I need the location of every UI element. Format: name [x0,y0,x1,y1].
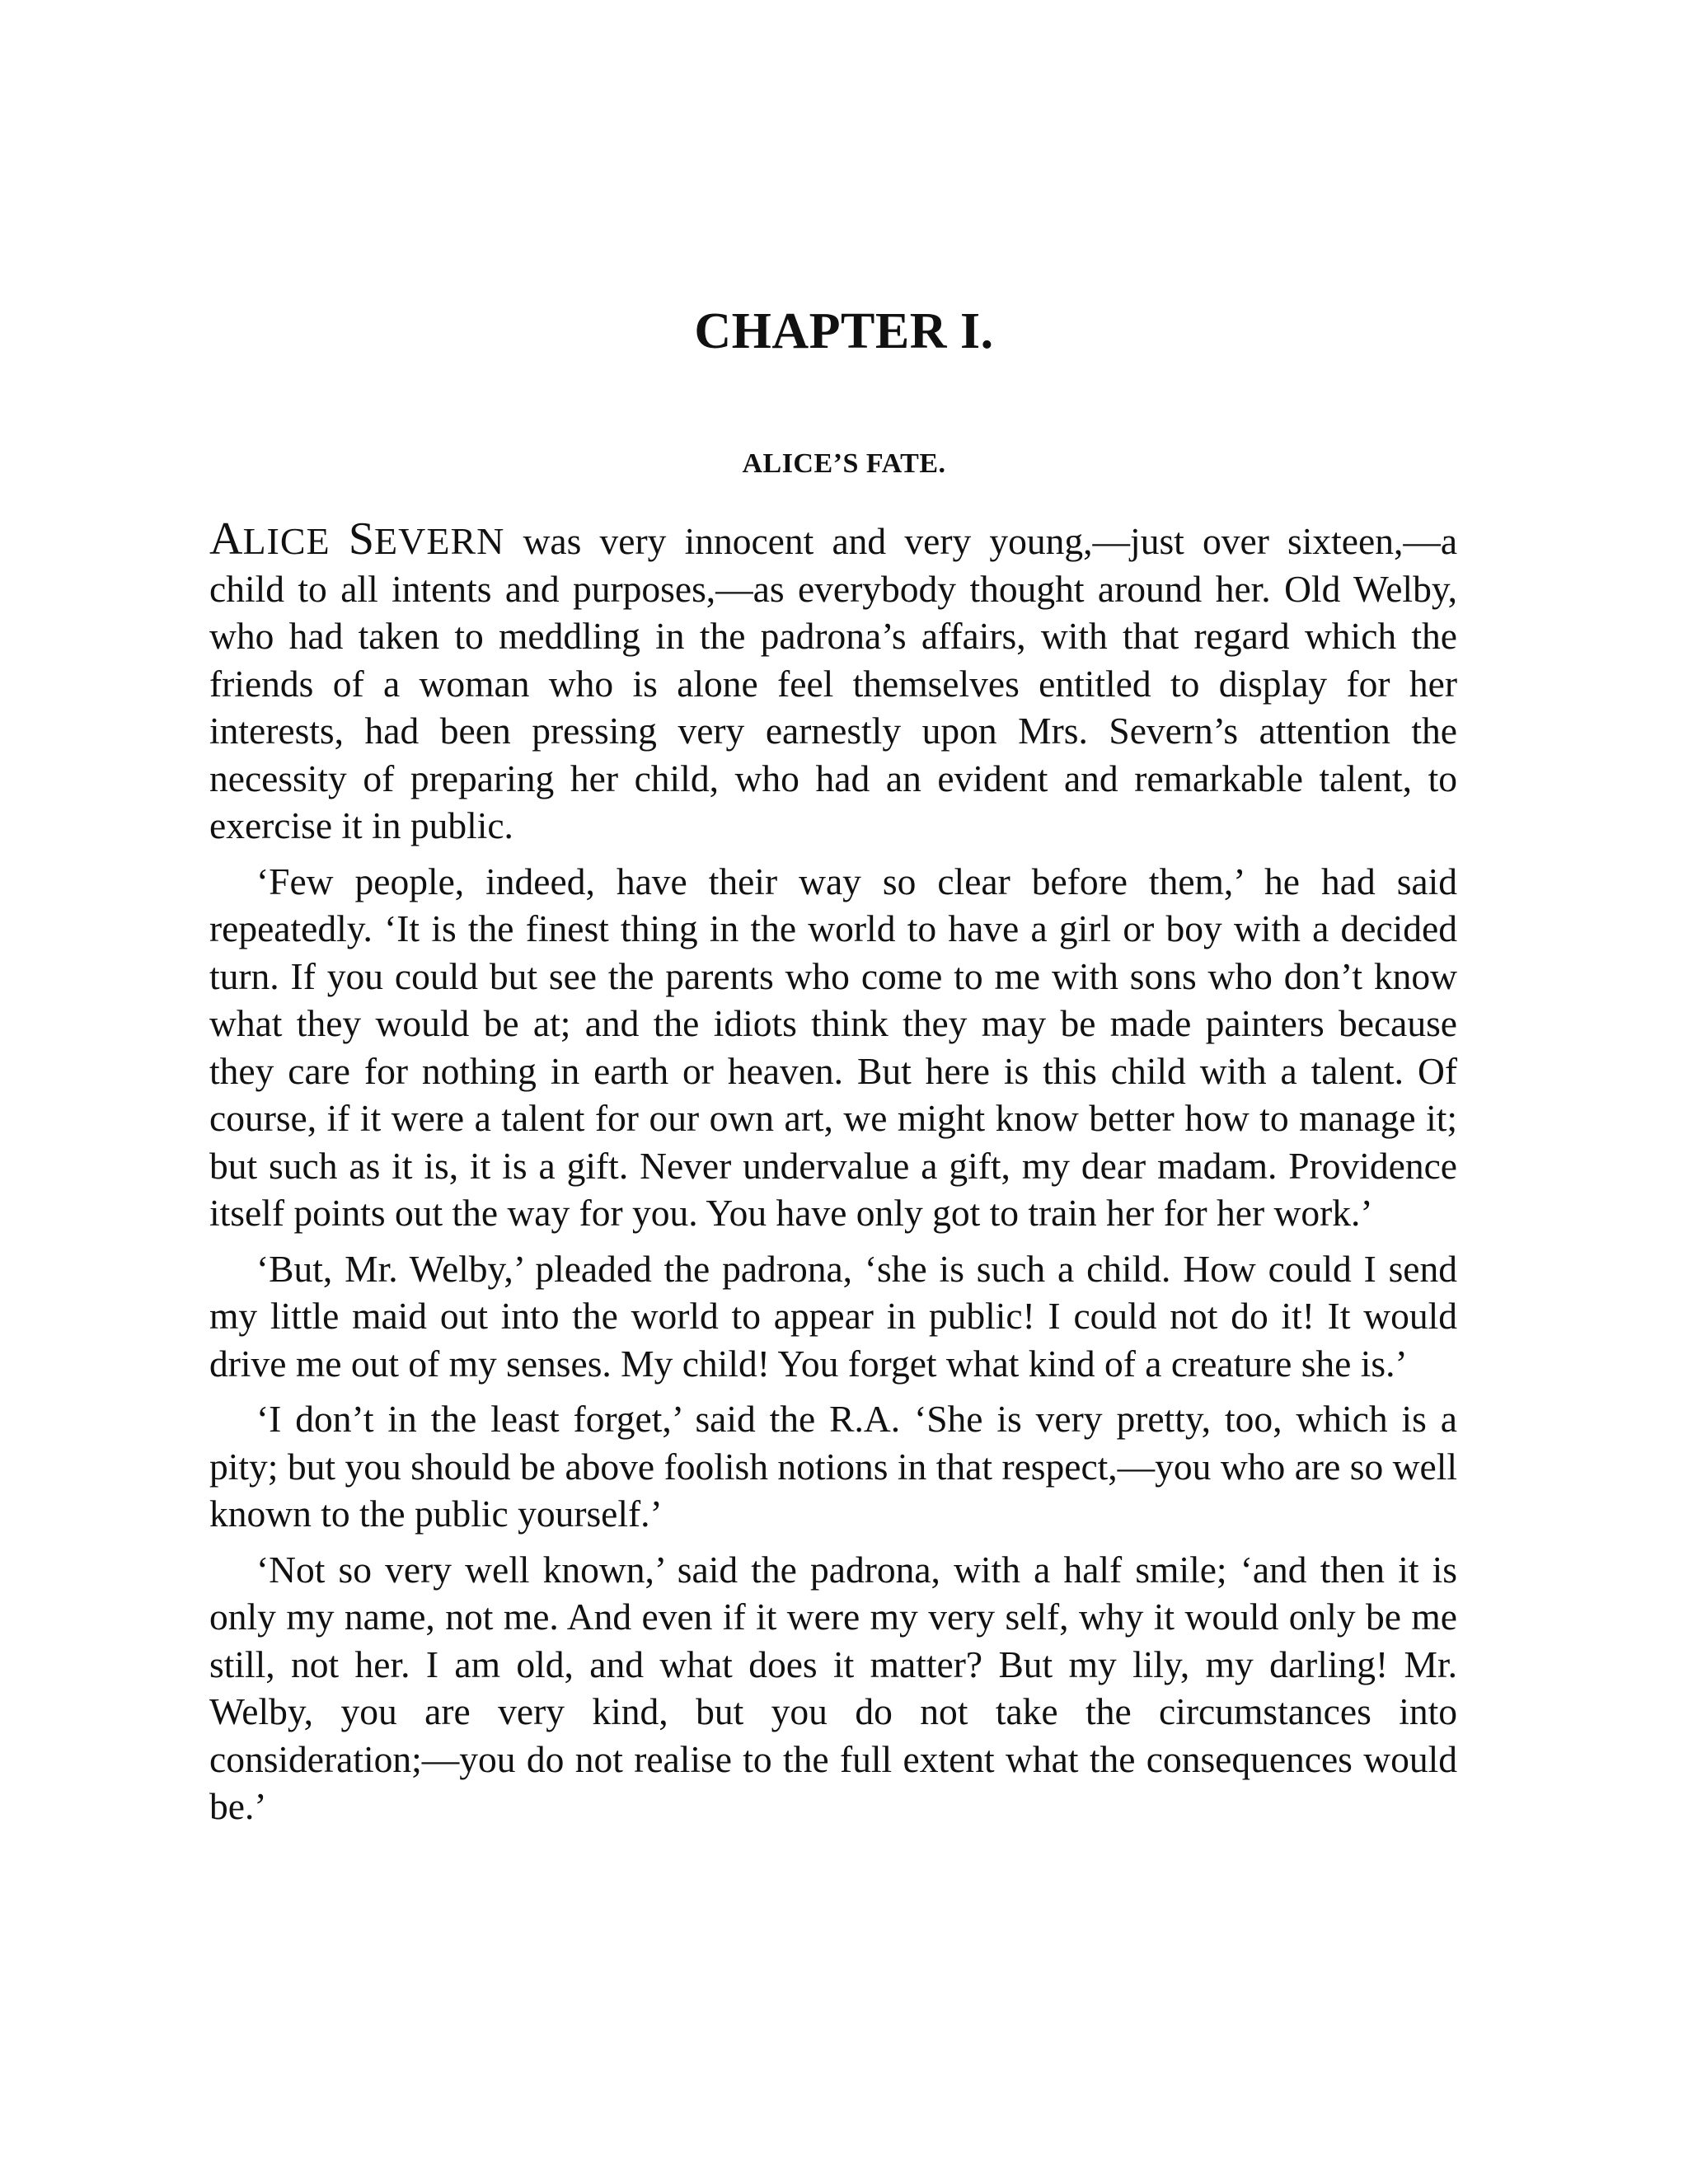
chapter-text [209,513,1458,1830]
chapter-subtitle: ALICE’S FATE. [742,448,946,479]
paragraph: ‘But, Mr. Welby,’ pleaded the padrona, ‘she is such a child. How could I send my little maid out into the world to appear in public! I could not do it! It would drive me out of my senses. My child! You forget what kind of a creature she is.’ [209,1247,1457,1385]
paragraph: ‘Not so very well known,’ said the padrona, with a half smile; ‘and then it is only my name, not me. And even if it were my very self, why it would only be me still, not her. I am old, and what does it matter? But my lily, my darling! Mr. Welby, you are very kind, but you do not take the circumstances into consideration;—you do not realise to the full extent what the consequences would be.’ [209,1548,1457,1827]
paragraph: ‘Few people, indeed, have their way so clear before them,’ he had said repeatedly. ‘It is the finest thing in the world to have a girl or boy with a decided turn. If you could but see the parents who come to me with sons who don’t know what they would be at; and the idiots think they may be made painters because they care for nothing in earth or heaven. But here is this child with a talent. Of course, if it were a talent for our own art, we might know better how to manage it; but such as it is, it is a gift. Never undervalue a gift, my dear madam. Providence itself points out the way for you. You have only got to train her for her work.’ [209,860,1457,1234]
opening-name-first-rest: LICE [242,520,331,562]
opening-name-space [331,520,349,562]
paragraph: ‘I don’t in the least forget,’ said the R.A. ‘She is very pretty, too, which is a pity; but you should be above foolish notions in that respect,—you who are so well known to the public yourself.’ [209,1398,1457,1535]
opening-name-second-cap: S [348,513,375,565]
opening-paragraph [209,513,1458,850]
chapter-title: CHAPTER I. [694,303,994,359]
opening-name-first-cap: A [209,513,243,565]
opening-name-second-rest: EVERN [374,520,505,562]
opening-paragraph-text: was very innocent and very young,—just over sixteen,—a child to all intents and purposes,—as everybody thought around her. Old Welby, who had taken to meddling in the padrona’s affairs, with that regard which the friends of a woman who is alone feel themselves entitled to display for her interests, had been pressing very earnestly upon Mrs. Severn’s attention the necessity of preparing her child, who had an evident and remarkable talent, to exercise it in public. [209,520,1458,846]
